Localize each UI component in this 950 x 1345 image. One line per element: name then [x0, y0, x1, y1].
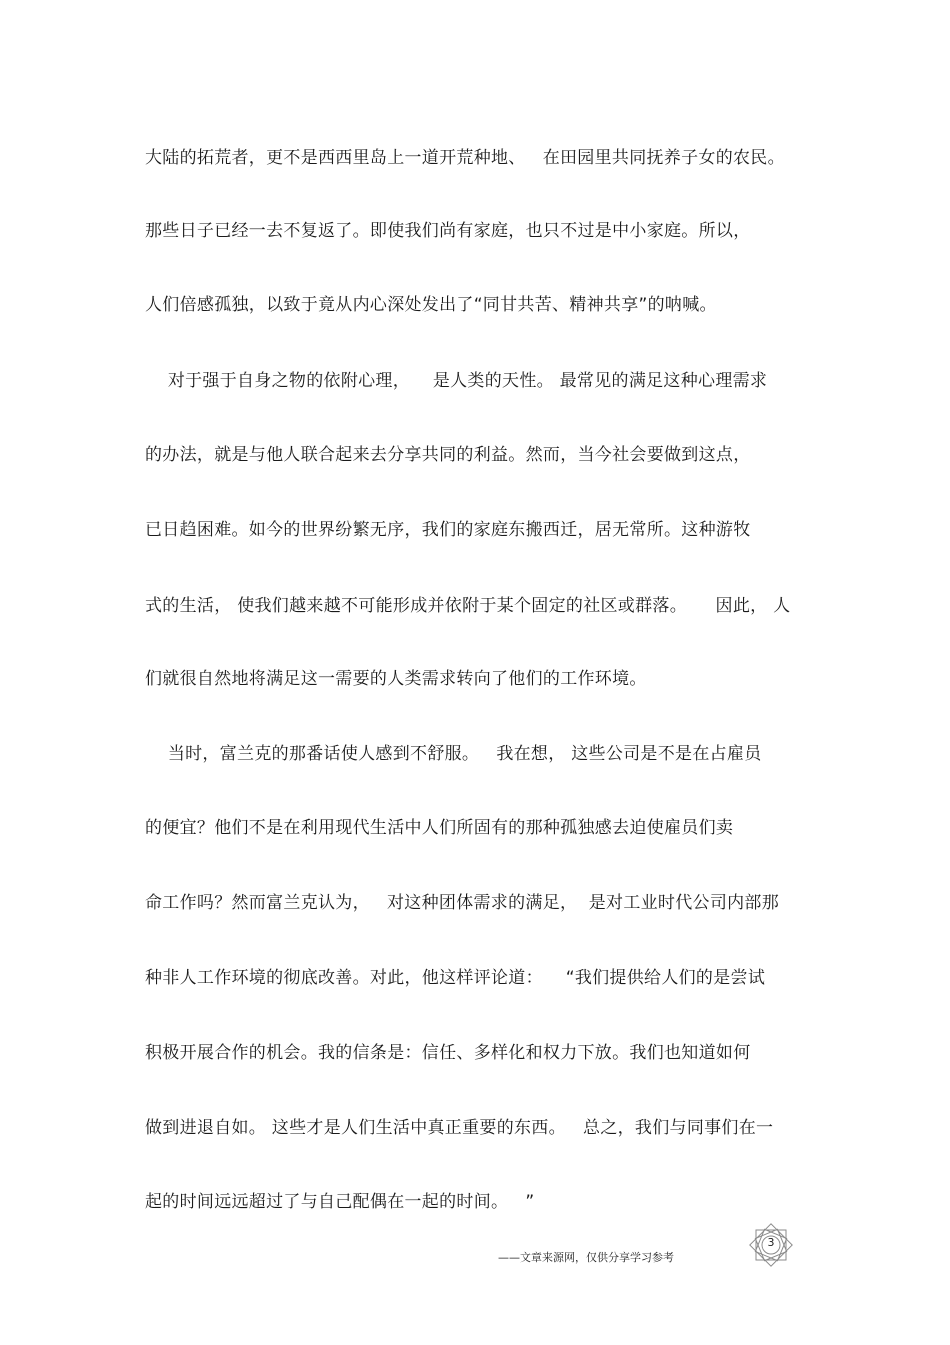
page-number: 3: [767, 1236, 775, 1249]
body-text-line: 当时，富兰克的那番话使人感到不舒服。 我在想， 这些公司是不是在占雇员: [145, 744, 762, 764]
body-text-line: 起的时间远远超过了与自己配偶在一起的时间。 ”: [145, 1192, 535, 1212]
body-text-line: 已日趋困难。如今的世界纷繁无序，我们的家庭东搬西迁，居无常所。这种游牧: [145, 520, 751, 540]
body-text-line: 那些日子已经一去不复返了。即使我们尚有家庭，也只不过是中小家庭。所以，: [145, 221, 751, 241]
body-text-line: 们就很自然地将满足这一需要的人类需求转向了他们的工作环境。: [145, 669, 647, 689]
body-text-line: 种非人工作环境的彻底改善。对此，他这样评论道： “我们提供给人们的是尝试: [145, 968, 766, 988]
body-text-line: 的便宜？他们不是在利用现代生活中人们所固有的那种孤独感去迫使雇员们卖: [145, 818, 734, 838]
body-text-line: 大陆的拓荒者，更不是西西里岛上一道开荒种地、 在田园里共同抚养子女的农民。: [145, 148, 785, 168]
body-text-line: 做到进退自如。 这些才是人们生活中真正重要的东西。 总之，我们与同事们在一: [145, 1118, 774, 1138]
page-number-badge: [748, 1222, 794, 1268]
body-text-line: 式的生活， 使我们越来越不可能形成并依附于某个固定的社区或群落。 因此， 人: [145, 596, 791, 616]
source-note: ——文章来源网，仅供分享学习参考: [498, 1251, 674, 1264]
body-text-line: 对于强于自身之物的依附心理， 是人类的天性。 最常见的满足这种心理需求: [145, 371, 768, 391]
body-text-line: 积极开展合作的机会。我的信条是：信任、多样化和权力下放。我们也知道如何: [145, 1043, 751, 1063]
body-text-line: 的办法，就是与他人联合起来去分享共同的利益。然而，当今社会要做到这点，: [145, 445, 751, 465]
body-text-line: 人们倍感孤独，以致于竟从内心深处发出了“同甘共苦、精神共享”的呐喊。: [145, 295, 717, 315]
body-text-line: 命工作吗？然而富兰克认为， 对这种团体需求的满足， 是对工业时代公司内部那: [145, 893, 780, 913]
